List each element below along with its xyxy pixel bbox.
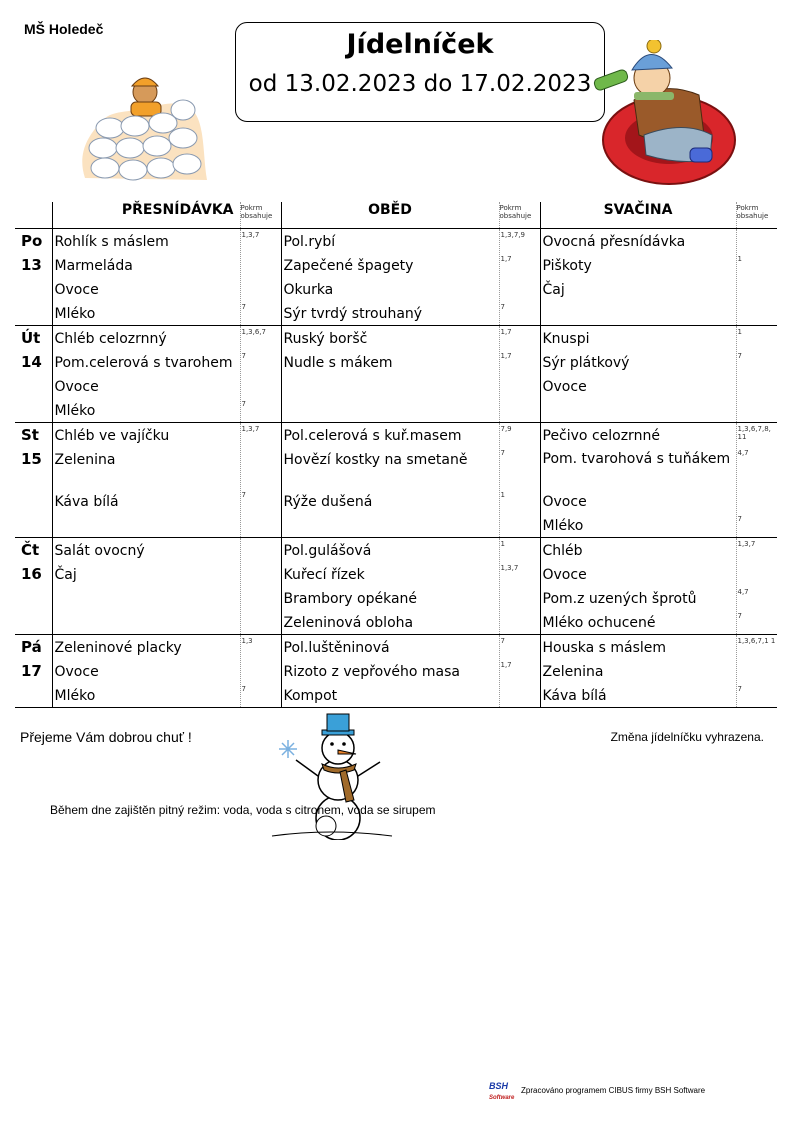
snack-item: Káva bílá [542, 688, 607, 704]
snack-item: Ovocná přesnídávka [542, 234, 686, 250]
allergen-codes [241, 513, 281, 537]
snack-allergens [736, 326, 777, 423]
lunch-item: Kompot [283, 688, 338, 704]
day-number: 15 [21, 450, 42, 468]
lunch-allergens [499, 229, 540, 326]
snack-items [540, 326, 736, 423]
breakfast-item [53, 513, 240, 537]
allergen-codes: 1,3,7,9 [500, 231, 525, 239]
lunch-items [281, 635, 499, 708]
allergen-codes: 1 [500, 540, 505, 548]
snack-item: Ovoce [542, 379, 587, 395]
lunch-items [281, 229, 499, 326]
allergen-codes: 1,3 [241, 637, 253, 645]
lunch-item: Pol.celerová s kuř.masem [283, 428, 462, 444]
lunch-item [282, 398, 499, 422]
software-credit: Zpracováno programem CIBUS firmy BSH Software [521, 1086, 706, 1095]
breakfast-item: Zelenina [54, 452, 116, 468]
day-label [15, 423, 52, 538]
day-number: 13 [21, 256, 42, 274]
snack-item: Houska s máslem [542, 640, 667, 656]
school-name: MŠ Holedeč [24, 21, 104, 37]
lunch-item: Kuřecí řízek [283, 567, 365, 583]
allergen-codes: 1,3,6,7,1 1 [737, 637, 776, 645]
breakfast-item: Marmeláda [54, 258, 133, 274]
menu-change-note: Změna jídelníčku vyhrazena. [610, 730, 764, 744]
child-sledding-illustration [584, 40, 739, 190]
allergen-codes: 4,7 [737, 588, 749, 596]
drinking-regime-note: Během dne zajištěn pitný režim: voda, voda s citronem, voda se sirupem [50, 803, 436, 817]
day-label [15, 538, 52, 635]
snack-item: Knuspi [542, 331, 590, 347]
menu-header-row [15, 202, 777, 229]
day-row [15, 326, 777, 423]
day-number: 14 [21, 353, 42, 371]
breakfast-items [52, 423, 240, 538]
allergen-codes: 1,7 [500, 255, 512, 263]
snack-allergens [736, 635, 777, 708]
child-snow-fort-illustration [75, 68, 215, 188]
lunch-item: Okurka [283, 282, 334, 298]
lunch-items [281, 326, 499, 423]
allergen-codes [241, 610, 281, 634]
lunch-allergens [499, 423, 540, 538]
allergen-codes: 1,3,7 [241, 425, 260, 433]
title-box [235, 22, 605, 122]
day-header [15, 202, 52, 229]
allergen-codes: 7 [241, 303, 246, 311]
allergen-codes [500, 398, 540, 422]
snack-allergens [736, 538, 777, 635]
allergen-codes: 7 [241, 400, 246, 408]
allergen-codes [500, 277, 540, 301]
breakfast-allergens [240, 538, 281, 635]
allergen-codes: 1,3,7 [737, 540, 756, 548]
lunch-allergen-header: Pokrm obsahuje [499, 202, 540, 229]
allergen-codes: 1 [500, 491, 505, 499]
snack-item: Zelenina [542, 664, 604, 680]
lunch-item: Zapečené špagety [283, 258, 414, 274]
breakfast-item: Mléko [54, 306, 96, 322]
allergen-codes [241, 277, 281, 301]
breakfast-item: Zeleninové placky [54, 640, 182, 656]
allergen-codes [241, 447, 281, 489]
allergen-codes: 1 [737, 255, 742, 263]
lunch-item: Pol.luštěninová [283, 640, 390, 656]
snack-item: Sýr plátkový [542, 355, 630, 371]
breakfast-item: Rohlík s máslem [54, 234, 169, 250]
allergen-codes [737, 562, 778, 586]
breakfast-allergen-header: Pokrm obsahuje [240, 202, 281, 229]
allergen-codes: 7 [241, 491, 246, 499]
snack-items [540, 538, 736, 635]
breakfast-item: Ovoce [54, 379, 99, 395]
breakfast-item: Čaj [54, 567, 77, 583]
snack-allergens [736, 229, 777, 326]
allergen-codes [737, 489, 778, 513]
lunch-item: Zeleninová obloha [283, 615, 414, 631]
day-abbr: Út [21, 329, 41, 347]
lunch-allergens [499, 326, 540, 423]
menu-table [15, 202, 777, 708]
day-number: 16 [21, 565, 42, 583]
allergen-codes [500, 610, 540, 634]
snack-item: Čaj [542, 282, 565, 298]
snack-items [540, 423, 736, 538]
lunch-item: Hovězí kostky na smetaně [283, 452, 468, 468]
snack-item: Pečivo celozrnné [542, 428, 660, 444]
breakfast-items [52, 326, 240, 423]
allergen-codes: 7 [737, 352, 742, 360]
breakfast-items [52, 538, 240, 635]
allergen-codes: 7 [241, 685, 246, 693]
lunch-item [282, 374, 499, 398]
lunch-item [282, 513, 499, 537]
snack-item [541, 301, 736, 325]
day-label [15, 635, 52, 708]
allergen-codes [737, 229, 778, 253]
snack-item: Piškoty [542, 258, 592, 274]
day-abbr: St [21, 426, 39, 444]
allergen-codes: 1,3,6,7,8, 11 [737, 425, 771, 441]
allergen-codes: 7 [500, 637, 505, 645]
allergen-codes: 1,3,7 [241, 231, 260, 239]
lunch-item: Sýr tvrdý strouhaný [283, 306, 423, 322]
allergen-codes [500, 683, 540, 707]
lunch-allergens [499, 635, 540, 708]
allergen-codes [241, 659, 281, 683]
snack-header: SVAČINA [540, 202, 736, 229]
snack-item: Pom.z uzených šprotů [542, 591, 697, 607]
allergen-codes [500, 586, 540, 610]
allergen-codes: 7 [737, 515, 742, 523]
allergen-codes [241, 562, 281, 586]
snack-item: Chléb [542, 543, 583, 559]
breakfast-item: Pom.celerová s tvarohem [54, 355, 233, 371]
lunch-item: Rýže dušená [283, 494, 373, 510]
breakfast-allergens [240, 229, 281, 326]
allergen-codes: 7,9 [500, 425, 512, 433]
allergen-codes: 1,7 [500, 328, 512, 336]
breakfast-allergens [240, 326, 281, 423]
breakfast-header: PŘESNÍDÁVKA [52, 202, 240, 229]
breakfast-item: Ovoce [54, 664, 99, 680]
allergen-codes: 7 [737, 612, 742, 620]
allergen-codes: 7 [500, 449, 505, 457]
lunch-item: Nudle s mákem [283, 355, 393, 371]
allergen-codes [241, 253, 281, 277]
allergen-codes [500, 374, 540, 398]
allergen-codes: 1,7 [500, 352, 512, 360]
page-title: Jídelníček [346, 29, 494, 60]
allergen-codes: 1,3,7 [500, 564, 519, 572]
allergen-codes: 7 [737, 685, 742, 693]
lunch-allergens [499, 538, 540, 635]
breakfast-item: Salát ovocný [54, 543, 145, 559]
day-label [15, 229, 52, 326]
allergen-codes [241, 374, 281, 398]
snack-items [540, 635, 736, 708]
snack-item: Pom. tvarohová s tuňákem [542, 451, 731, 467]
day-abbr: Pá [21, 638, 42, 656]
lunch-header: OBĚD [281, 202, 499, 229]
breakfast-item: Mléko [54, 688, 96, 704]
allergen-codes [737, 398, 778, 422]
breakfast-item: Ovoce [54, 282, 99, 298]
snack-item: Mléko ochucené [542, 615, 656, 631]
breakfast-item [53, 610, 240, 634]
breakfast-item: Chléb ve vajíčku [54, 428, 170, 444]
enjoy-meal-message: Přejeme Vám dobrou chuť ! [20, 729, 192, 745]
lunch-item: Pol.gulášová [283, 543, 372, 559]
lunch-item: Pol.rybí [283, 234, 336, 250]
lunch-item: Ruský boršč [283, 331, 368, 347]
allergen-codes: 1,3,6,7 [241, 328, 266, 336]
lunch-item: Brambory opékané [283, 591, 418, 607]
snack-allergens [736, 423, 777, 538]
breakfast-item: Mléko [54, 403, 96, 419]
day-label [15, 326, 52, 423]
lunch-items [281, 423, 499, 538]
lunch-item: Rizoto z vepřového masa [283, 664, 461, 680]
snack-items [540, 229, 736, 326]
snack-allergen-header: Pokrm obsahuje [736, 202, 777, 229]
day-row [15, 635, 777, 708]
allergen-codes: 7 [241, 352, 246, 360]
allergen-codes [737, 374, 778, 398]
breakfast-allergens [240, 635, 281, 708]
day-number: 17 [21, 662, 42, 680]
lunch-items [281, 538, 499, 635]
day-row [15, 229, 777, 326]
breakfast-item: Chléb celozrnný [54, 331, 167, 347]
breakfast-items [52, 229, 240, 326]
allergen-codes: 1 [737, 328, 742, 336]
allergen-codes [737, 659, 778, 683]
snack-item: Ovoce [542, 567, 587, 583]
allergen-codes [500, 513, 540, 537]
allergen-codes [241, 586, 281, 610]
breakfast-item [53, 586, 240, 610]
snack-item: Mléko [542, 518, 584, 534]
breakfast-items [52, 635, 240, 708]
allergen-codes: 7 [500, 303, 505, 311]
allergen-codes: 1,7 [500, 661, 512, 669]
bsh-software-logo: BSH Software [489, 1081, 515, 1101]
day-abbr: Po [21, 232, 43, 250]
allergen-codes: 4,7 [737, 449, 749, 457]
breakfast-allergens [240, 423, 281, 538]
menu-period: od 13.02.2023 do 17.02.2023 [248, 71, 592, 97]
allergen-codes [241, 538, 281, 562]
allergen-codes [737, 301, 778, 325]
allergen-codes [737, 277, 778, 301]
snowflake-icon [279, 740, 297, 758]
day-abbr: Čt [21, 541, 40, 559]
day-row [15, 423, 777, 538]
day-row [15, 538, 777, 635]
snack-item [541, 398, 736, 422]
breakfast-item: Káva bílá [54, 494, 119, 510]
snack-item: Ovoce [542, 494, 587, 510]
snowman-illustration [270, 712, 395, 840]
